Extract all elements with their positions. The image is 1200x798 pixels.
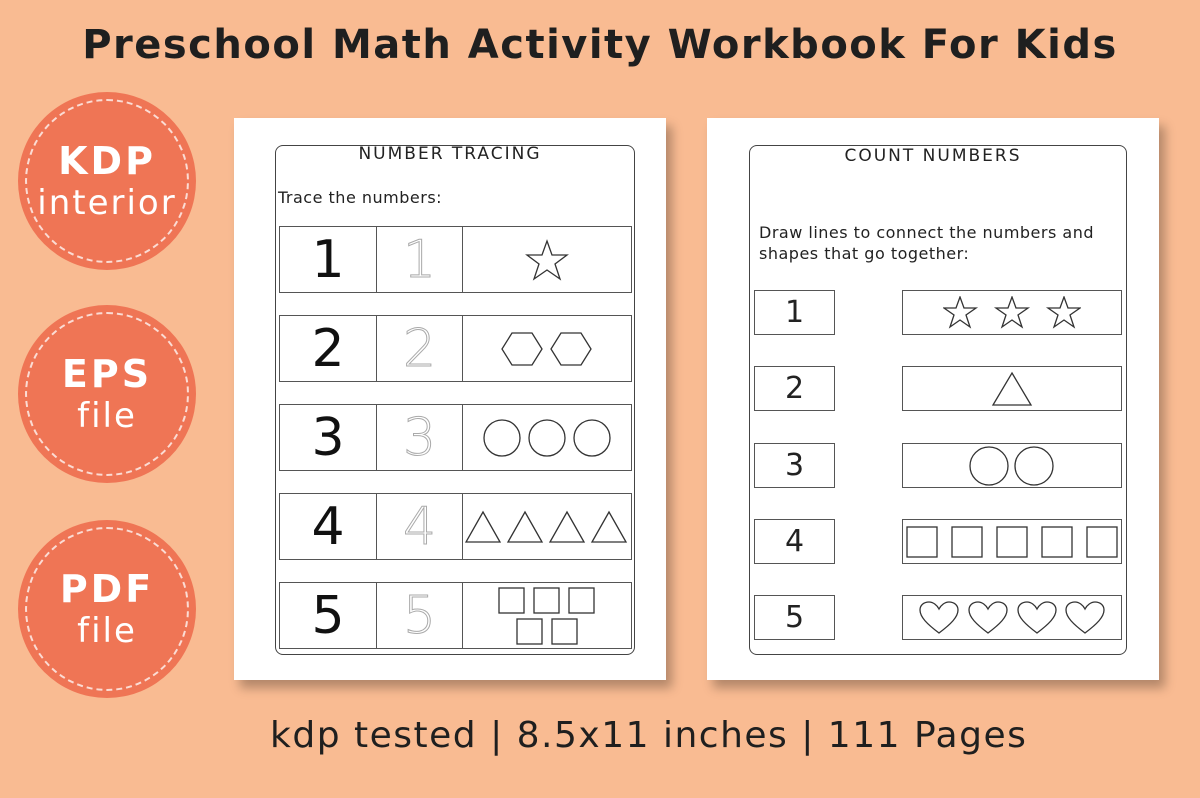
page-heading: NUMBER TRACING xyxy=(358,144,542,164)
badge-line2: interior xyxy=(37,183,177,223)
hexagon-icon xyxy=(501,331,593,367)
circle-icon xyxy=(967,445,1057,487)
badge-line2: file xyxy=(77,396,137,436)
number-cell: 1 xyxy=(280,227,377,292)
shape-box xyxy=(902,519,1122,564)
circle-icon xyxy=(482,418,612,458)
shape-cell xyxy=(463,405,631,470)
heart-icon xyxy=(919,601,1105,635)
triangle-icon xyxy=(991,371,1033,407)
badge-line2: file xyxy=(77,611,137,651)
number-box: 5 xyxy=(754,595,835,640)
badge-line1: EPS xyxy=(61,352,153,396)
shape-cell xyxy=(463,494,631,559)
shape-cell xyxy=(463,227,631,292)
tracing-row xyxy=(279,582,632,649)
trace-cell: 3 xyxy=(377,405,463,470)
badge-line1: PDF xyxy=(59,567,155,611)
shape-box xyxy=(902,290,1122,335)
tracing-row xyxy=(279,493,632,560)
tracing-row xyxy=(279,226,632,293)
star-icon xyxy=(525,239,569,281)
shape-box xyxy=(902,595,1122,640)
number-cell: 4 xyxy=(280,494,377,559)
tracing-row xyxy=(279,315,632,382)
number-tracing-page xyxy=(234,118,666,680)
page-instruction: Draw lines to connect the numbers and shapes that go together: xyxy=(759,223,1094,263)
count-numbers-page xyxy=(707,118,1159,680)
tracing-row xyxy=(279,404,632,471)
shape-box xyxy=(902,443,1122,488)
trace-cell: 5 xyxy=(377,583,463,648)
page-title: Preschool Math Activity Workbook For Kids xyxy=(82,22,1118,68)
number-box: 3 xyxy=(754,443,835,488)
trace-cell: 2 xyxy=(377,316,463,381)
shape-cell xyxy=(463,583,631,648)
number-box: 1 xyxy=(754,290,835,335)
page-heading: COUNT NUMBERS xyxy=(844,146,1022,166)
badge-line1: KDP xyxy=(58,139,156,183)
square-icon xyxy=(498,587,596,645)
footer-specs: kdp tested | 8.5x11 inches | 111 Pages xyxy=(270,715,1028,756)
page-instruction: Trace the numbers: xyxy=(278,188,443,207)
square-icon xyxy=(906,526,1118,558)
number-cell: 3 xyxy=(280,405,377,470)
triangle-icon xyxy=(465,510,629,544)
shape-box xyxy=(902,366,1122,411)
number-box: 2 xyxy=(754,366,835,411)
trace-cell: 4 xyxy=(377,494,463,559)
number-box: 4 xyxy=(754,519,835,564)
trace-cell: 1 xyxy=(377,227,463,292)
star-icon xyxy=(943,296,1081,330)
number-cell: 5 xyxy=(280,583,377,648)
page-frame xyxy=(275,145,635,655)
badge-eps-file xyxy=(18,305,196,483)
badge-kdp-interior xyxy=(18,92,196,270)
badge-pdf-file xyxy=(18,520,196,698)
number-cell: 2 xyxy=(280,316,377,381)
shape-cell xyxy=(463,316,631,381)
